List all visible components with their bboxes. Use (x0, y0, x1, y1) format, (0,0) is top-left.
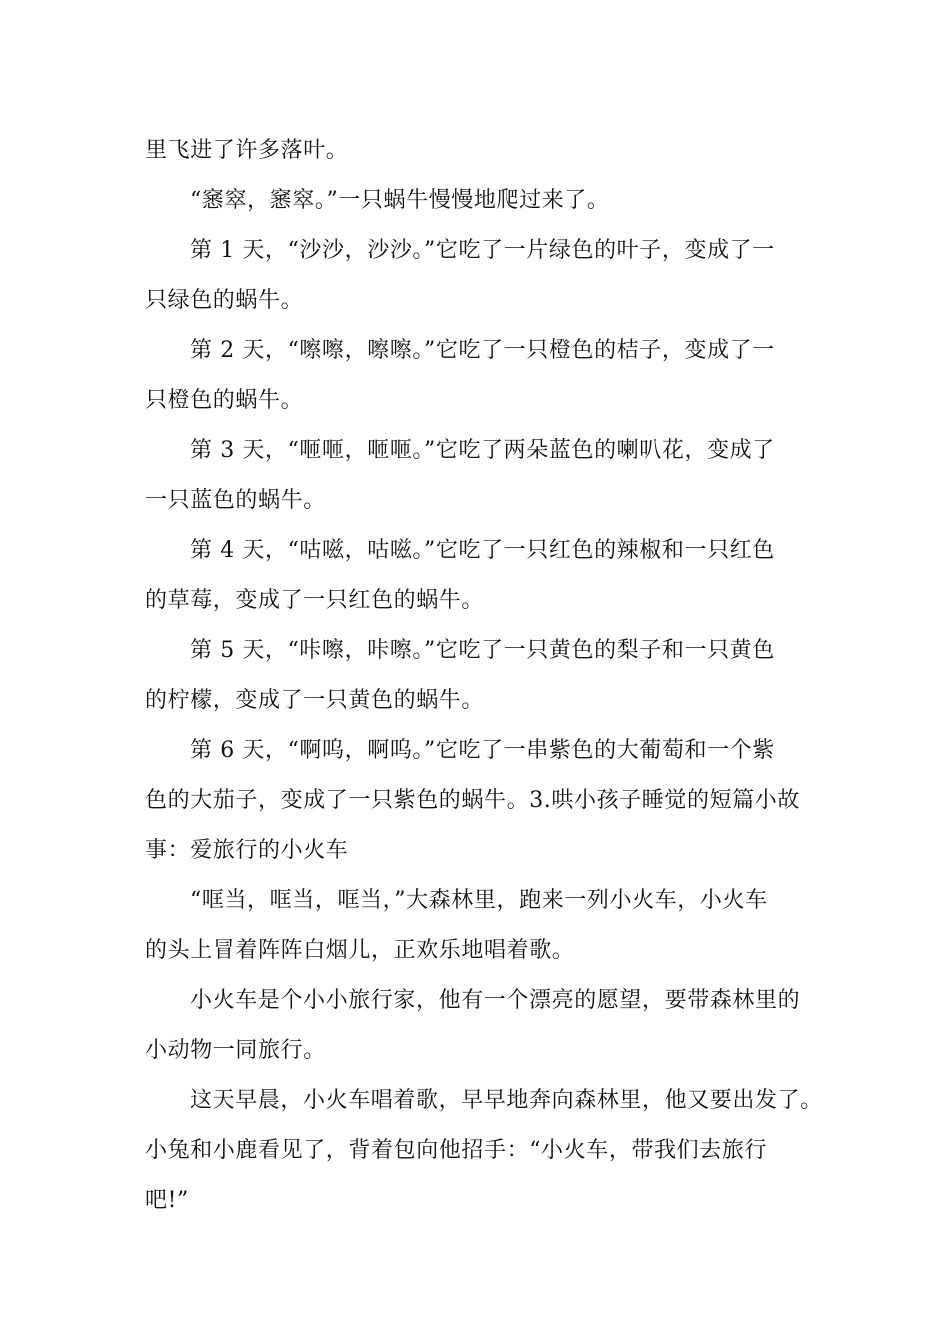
text-line: 这天早晨，小火车唱着歌，早早地奔向森林里，他又要出发了。 (190, 1088, 823, 1113)
text-line: “窸窣，窸窣。”一只蜗牛慢慢地爬过来了。 (190, 188, 610, 213)
text-line: 只橙色的蜗牛。 (145, 388, 304, 413)
text-line: 事：爱旅行的小火车 (145, 838, 349, 863)
text-line: 小动物一同旅行。 (145, 1038, 326, 1063)
text-line: 的柠檬，变成了一只黄色的蜗牛。 (145, 688, 485, 713)
text-line: 小火车是个小小旅行家，他有一个漂亮的愿望，要带森林里的 (190, 988, 801, 1013)
text-line: 色的大茄子，变成了一只紫色的蜗牛。3.哄小孩子睡觉的短篇小故 (145, 788, 800, 813)
text-line: “哐当，哐当，哐当，”大森林里，跑来一列小火车，小火车 (190, 888, 768, 913)
text-line: 一只蓝色的蜗牛。 (145, 488, 326, 513)
text-line: 小兔和小鹿看见了，背着包向他招手：“小火车，带我们去旅行 (145, 1138, 768, 1163)
text-line: 第 2 天，“嚓嚓，嚓嚓。”它吃了一只橙色的桔子，变成了一 (190, 338, 775, 363)
text-line: 第 5 天，“咔嚓，咔嚓。”它吃了一只黄色的梨子和一只黄色 (190, 638, 775, 663)
text-line: 的头上冒着阵阵白烟儿，正欢乐地唱着歌。 (145, 938, 575, 963)
text-line: 只绿色的蜗牛。 (145, 288, 304, 313)
text-line: 第 6 天，“啊呜，啊呜。”它吃了一串紫色的大葡萄和一个紫 (190, 738, 775, 763)
text-line: 第 1 天，“沙沙，沙沙。”它吃了一片绿色的叶子，变成了一 (190, 238, 775, 263)
text-line: 第 3 天，“咂咂，咂咂。”它吃了两朵蓝色的喇叭花，变成了 (190, 438, 775, 463)
text-line: 吧!” (145, 1188, 189, 1213)
text-line: 第 4 天，“咕嗞，咕嗞。”它吃了一只红色的辣椒和一只红色 (190, 538, 775, 563)
text-line: 的草莓，变成了一只红色的蜗牛。 (145, 588, 485, 613)
text-line: 里飞进了许多落叶。 (145, 138, 349, 163)
